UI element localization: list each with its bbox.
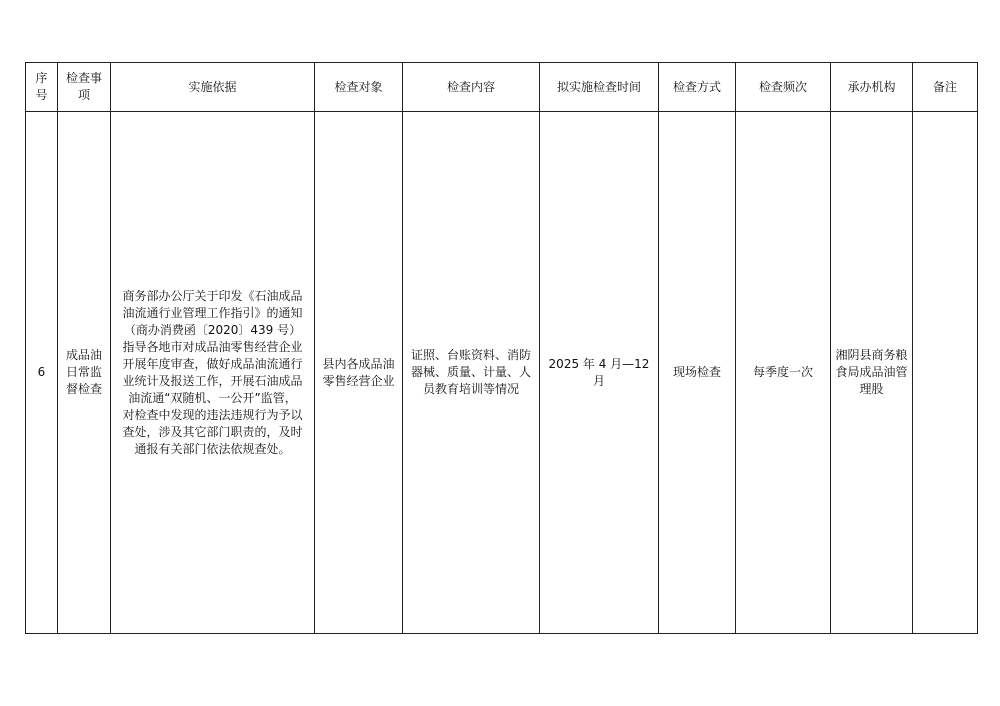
basis-line: 商务部办公厅关于印发《石油成品 [122, 288, 303, 303]
header-org: 承办机构 [831, 63, 913, 112]
header-frequency: 检查频次 [736, 63, 831, 112]
header-basis: 实施依据 [111, 63, 315, 112]
header-target: 检查对象 [315, 63, 403, 112]
cell-target: 县内各成品油零售经营企业 [315, 112, 403, 634]
basis-line: 油流通行业管理工作指引》的通知 [122, 305, 303, 320]
cell-content: 证照、台账资料、消防器械、质量、计量、人员教育培训等情况 [403, 112, 540, 634]
header-content: 检查内容 [403, 63, 540, 112]
basis-line: 油流通“双随机、一公开”监管， [128, 390, 297, 405]
cell-org: 湘阴县商务粮食局成品油管理股 [831, 112, 913, 634]
basis-line: 业统计及报送工作，开展石油成品 [122, 373, 303, 388]
basis-line: 指导各地市对成品油零售经营企业 [122, 339, 303, 354]
basis-line: 查处，涉及其它部门职责的，及时 [122, 424, 303, 439]
cell-frequency: 每季度一次 [736, 112, 831, 634]
header-method: 检查方式 [659, 63, 736, 112]
cell-basis [111, 112, 315, 634]
cell-method: 现场检查 [659, 112, 736, 634]
cell-time: 2025 年 4 月—12 月 [540, 112, 659, 634]
inspection-plan-table [25, 62, 978, 634]
header-item: 检查事项 [58, 63, 111, 112]
header-remark: 备注 [913, 63, 978, 112]
header-time: 拟实施检查时间 [540, 63, 659, 112]
cell-seq: 6 [26, 112, 58, 634]
basis-line: 开展年度审查，做好成品油流通行 [122, 356, 303, 371]
cell-item: 成品油日常监督检查 [58, 112, 111, 634]
basis-line: （商办消费函〔2020〕439 号） [123, 322, 302, 337]
header-row [26, 63, 978, 112]
basis-line: 对检查中发现的违法违规行为予以 [122, 407, 303, 422]
table-row [26, 112, 978, 634]
cell-remark [913, 112, 978, 634]
header-seq: 序号 [26, 63, 58, 112]
basis-line: 通报有关部门依法依规查处。 [134, 441, 291, 456]
